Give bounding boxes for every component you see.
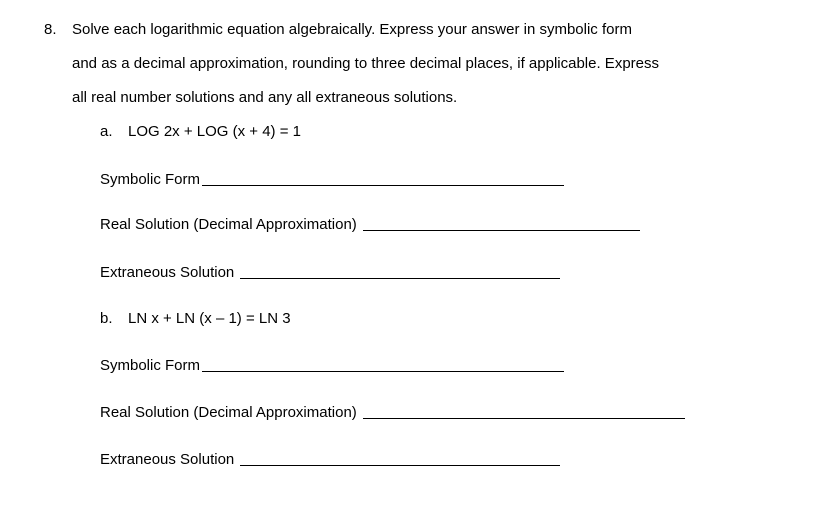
part-a-real-field bbox=[100, 214, 640, 235]
symbolic-form-answer-line[interactable] bbox=[202, 355, 564, 372]
real-solution-label: Real Solution (Decimal Approximation) bbox=[100, 404, 357, 421]
question-text-line-3: all real number solutions and any all extraneous solutions. bbox=[72, 89, 458, 106]
question-text-line-1: Solve each logarithmic equation algebraically. Express your answer in symbolic form bbox=[72, 21, 632, 38]
extraneous-solution-label: Extraneous Solution bbox=[100, 451, 235, 468]
extraneous-solution-answer-line[interactable] bbox=[240, 262, 560, 279]
symbolic-form-answer-line[interactable] bbox=[202, 169, 564, 186]
real-solution-label: Real Solution (Decimal Approximation) bbox=[100, 216, 357, 233]
extraneous-solution-label: Extraneous Solution bbox=[100, 264, 235, 281]
part-b-equation: LN x + LN (x – 1) = LN 3 bbox=[128, 310, 291, 327]
part-a-equation: LOG 2x + LOG (x + 4) = 1 bbox=[128, 123, 301, 140]
part-b-real-field bbox=[100, 402, 685, 423]
part-a-symbolic-field bbox=[100, 169, 564, 190]
symbolic-form-label: Symbolic Form bbox=[100, 357, 201, 374]
symbolic-form-label: Symbolic Form bbox=[100, 171, 201, 188]
part-a-label: a. bbox=[100, 123, 113, 140]
part-b-symbolic-field bbox=[100, 355, 564, 376]
real-solution-answer-line[interactable] bbox=[363, 402, 685, 419]
extraneous-solution-answer-line[interactable] bbox=[240, 449, 560, 466]
part-a-extraneous-field bbox=[100, 262, 560, 283]
question-text-line-2: and as a decimal approximation, rounding to three decimal places, if applicable. Express bbox=[72, 55, 659, 72]
real-solution-answer-line[interactable] bbox=[363, 214, 640, 231]
question-number: 8. bbox=[44, 21, 57, 38]
part-b-extraneous-field bbox=[100, 449, 560, 470]
part-b-label: b. bbox=[100, 310, 113, 327]
